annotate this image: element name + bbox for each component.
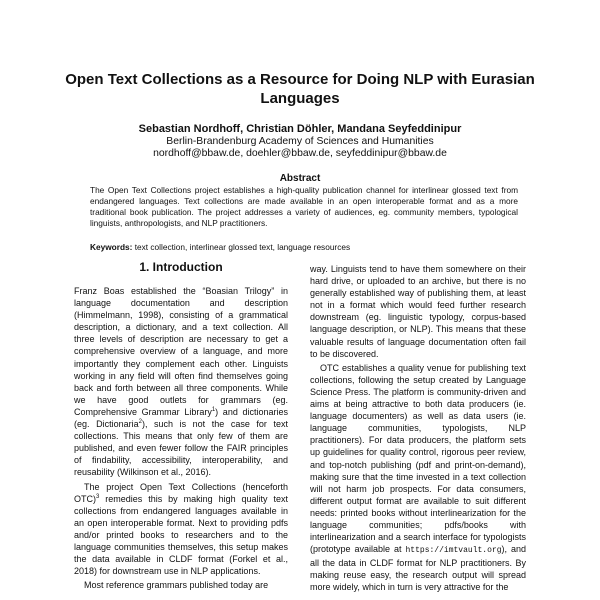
author-emails: nordhoff@bbaw.de, doehler@bbaw.de, seyfeddinipur@bbaw.de	[153, 148, 447, 159]
footnote-mark-1: 1	[211, 406, 216, 413]
right-column	[310, 263, 526, 596]
left-column	[74, 285, 288, 593]
keywords-label: Keywords:	[90, 242, 133, 252]
right-paragraph-2: OTC establishes a quality venue for publishing text collections, following the setup created by Language Science Press. The platform is community-driven and aims at being attractive to both data producers (ie. language documenters) as well as data users (ie. language communities, typologists, NLP practitioners). For data producers, the platform sets up guidelines for quality control, rigorous peer review, and top-notch publishing (pdf and print-on-demand), making sure that the time invested in a text collection will not harm job prospects. For data consumers, different output format are available to suit different needs: printed books without interlinearization for the language communities; pdfs/books with interlinearization and a search interface for typologists (prototype available at https://imtvault.org), and all the data in CLDF format for NLP practitioners. By making reuse easy, the research output will spread more widely, which in turn is very attractive for the	[310, 362, 526, 593]
author-block	[60, 123, 540, 161]
keywords-list: text collection, interlinear glossed text, language resources	[132, 242, 351, 252]
left-paragraph-2: The project Open Text Collections (henceforth OTC)$^3$ remedies this by making high quality text collections from endangered languages available in an open interoperable format. Next to providing pdfs and/or printed books to researchers and to the language communities themselves, this setup makes the data available in CLDF format (Forkel et al., 2018) for downstream use in NLP applications.	[74, 481, 288, 577]
imtvault-url[interactable]: https://imtvault.org	[405, 546, 502, 556]
keywords	[90, 242, 518, 253]
affiliation: Berlin-Brandenburg Academy of Sciences and Humanities	[166, 135, 434, 147]
right-paragraph-1: way. Linguists tend to have them somewhere on their hard drive, or uploaded to an archive, but there is no generally established way of publishing them, at least not in a format which would feed further research downstream (eg. linguistic typology, corpus-based language description, or NLP). This means that these valuable results of language documentation often fail to be discovered.	[310, 264, 526, 359]
author-names: Sebastian Nordhoff, Christian Döhler, Mandana Seyfeddinipur	[138, 123, 462, 135]
section-heading-introduction: 1. Introduction	[139, 260, 223, 274]
left-paragraph-3: Most reference grammars published today are	[84, 580, 269, 591]
left-paragraph-1: Franz Boas established the “Boasian Trilogy” in language documentation and description (Himmelmann, 1998), consisting of a grammatical description, a dictionary, and a text collection. All three levels of description are necessary to get a comprehensive overview of a language, and more importantly they complement each other. Linguists working in any field will often find themselves going back and forth between all three components. While we have good outlets for grammars (eg. Comprehensive Grammar Library$^1$) and dictionaries (eg. Dictionaria$^2$), such is not the case for text collections. This means that only few of them are published, and even fewer follow the FAIR principles of findability, accessibility, interoperability, and reusability (Wilkinson et al., 2016).	[74, 286, 288, 478]
footnote-mark-3: 3	[96, 493, 100, 500]
abstract-text: The Open Text Collections project establishes a high-quality publication channel for interlinear glossed text from endangered languages. Text collections are made available in an open interoperable format and as a more traditional book publication. The project addresses a variety of audiences, eg. community members, typological linguists, anthropologists, and NLP practitioners.	[90, 185, 518, 228]
abstract-heading: Abstract	[279, 173, 321, 184]
footnote-mark-2: 2	[138, 419, 142, 426]
paper-title: Open Text Collections as a Resource for Doing NLP with Eurasian Languages	[65, 71, 535, 107]
